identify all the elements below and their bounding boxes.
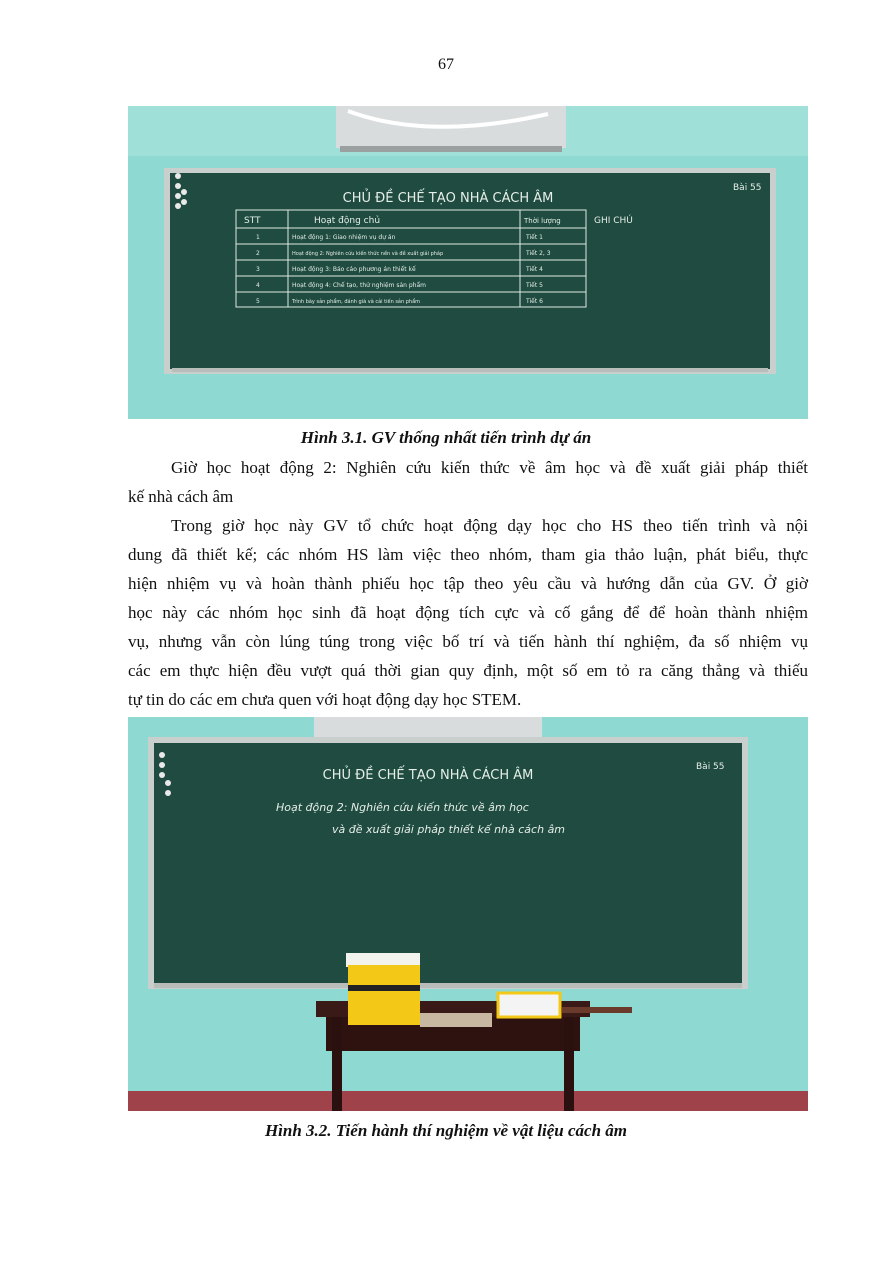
board-1-row-2-time: Tiết 2, 3 xyxy=(526,250,551,257)
board-1-row-1-stt: 1 xyxy=(256,234,260,241)
board-2-line-1: Hoạt động 2: Nghiên cứu kiến thức về âm học xyxy=(276,801,529,814)
paragraph-line: học này các nhóm học sinh đã hoạt động tích cực và cố gắng để để hoàn thành nhiệm xyxy=(128,603,808,622)
figure-1-photo xyxy=(128,106,808,419)
board-1-row-5-activity: Trình bày sản phẩm, đánh giá và cải tiến sản phẩm xyxy=(292,299,421,305)
board-1-title xyxy=(343,189,554,206)
svg-text:CHỦ ĐỀ CHẾ TẠO NHÀ CÁCH ÂM: CHỦ ĐỀ CHẾ TẠO NHÀ CÁCH ÂM xyxy=(342,191,554,206)
board-1-row-5-time: Tiết 6 xyxy=(526,298,543,305)
board-1-row-3-stt: 3 xyxy=(256,266,260,273)
board-1-header-stt: STT xyxy=(244,216,261,226)
board-2-title: CHỦ ĐỀ CHẾ TẠO NHÀ CÁCH ÂM xyxy=(322,768,534,783)
board-1-corner-note: Bài 55 xyxy=(733,183,762,193)
figure-1-caption: Hình 3.1. GV thống nhất tiến trình dự án xyxy=(300,428,592,447)
paragraph-line: các em thực hiện đều vượt quá thời gian quy định, một số em tỏ ra căng thẳng và thiếu xyxy=(128,661,808,680)
board-1-row-3-activity: Hoạt động 3: Báo cáo phương án thiết kế xyxy=(292,266,416,273)
paragraph-line: tự tin do các em chưa quen với hoạt động dạy học STEM. xyxy=(128,690,522,709)
board-1-row-5-stt: 5 xyxy=(256,298,260,305)
board-1-header-note: GHI CHÚ xyxy=(594,216,633,226)
board-1-header-activity: Hoạt động chủ xyxy=(314,216,381,226)
paragraph-line: hiện nhiệm vụ và hoàn thành phiếu học tập theo yêu cầu và hướng dẫn của GV. Ở giờ xyxy=(128,574,808,593)
paragraph-activity-2-body xyxy=(128,511,808,714)
paragraph-line: dung đã thiết kế; các nhóm HS làm việc theo nhóm, tham gia thảo luận, phát biểu, thực xyxy=(128,545,808,564)
insulation-box-icon xyxy=(346,953,420,1025)
paragraph-line: Giờ học hoạt động 2: Nghiên cứu kiến thức về âm học và đề xuất giải pháp thiết xyxy=(171,458,808,477)
figure-2-photo xyxy=(128,717,808,1111)
board-1-row-4-stt: 4 xyxy=(256,282,260,289)
figure-2-caption: Hình 3.2. Tiến hành thí nghiệm về vật liệu cách âm xyxy=(264,1121,628,1140)
board-1-header-time: Thời lượng xyxy=(524,217,561,225)
board-1-row-3-time: Tiết 4 xyxy=(526,266,543,273)
paragraph-activity-2-heading xyxy=(128,453,808,511)
board-1-row-2-activity: Hoạt động 2: Nghiên cứu kiến thức nền và đề xuất giải pháp xyxy=(292,251,444,257)
board-1-row-2-stt: 2 xyxy=(256,250,260,257)
board-1-row-1-activity: Hoạt động 1: Giao nhiệm vụ dự án xyxy=(292,234,396,241)
board-1-row-1-time: Tiết 1 xyxy=(526,234,543,241)
board-1-row-4-activity: Hoạt động 4: Chế tạo, thử nghiệm sản phẩm xyxy=(292,282,427,289)
board-1-row-4-time: Tiết 5 xyxy=(526,282,543,289)
board-2-corner-note: Bài 55 xyxy=(696,762,725,772)
paragraph-line: vụ, nhưng vẫn còn lúng túng trong việc bố trí và tiến hành thí nghiệm, đa số nhiệm vụ xyxy=(128,632,808,651)
paragraph-line: Trong giờ học này GV tổ chức hoạt động dạy học cho HS theo tiến trình và nội xyxy=(171,516,808,535)
page-number: 67 xyxy=(438,56,454,73)
paragraph-line: kế nhà cách âm xyxy=(128,487,234,506)
board-2-line-2: và đề xuất giải pháp thiết kế nhà cách âm xyxy=(332,823,566,836)
